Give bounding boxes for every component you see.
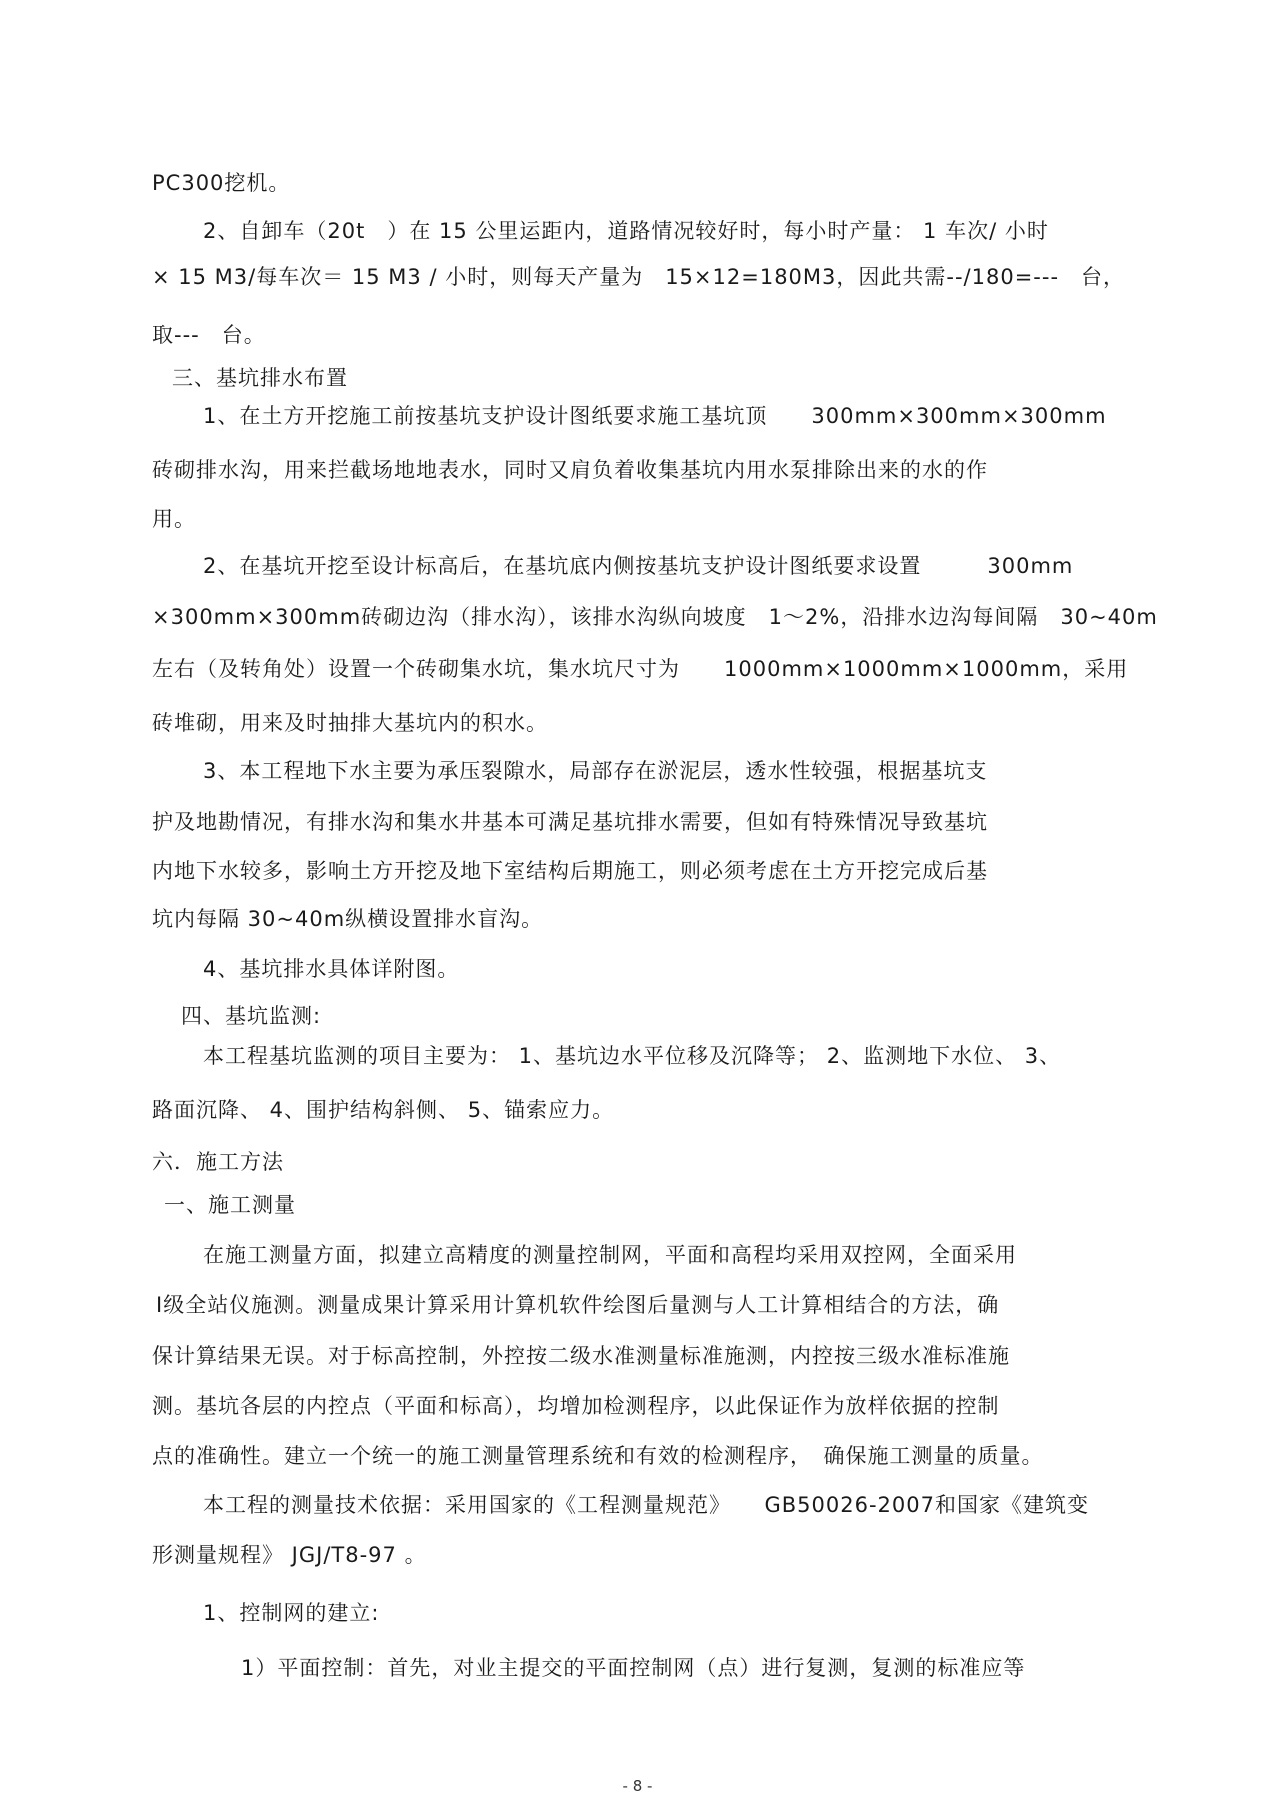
text-line-16: 坑内每隔 30~40m纵横设置排水盲沟。 [152, 907, 544, 931]
page-number: - 8 - [622, 1777, 653, 1795]
text-line-26: 测。基坑各层的内控点（平面和标高），均增加检测程序，以此保证作为放样依据的控制 [152, 1394, 1000, 1418]
text-line-20: 路面沉降、 4、围护结构斜侧、 5、锚索应力。 [152, 1098, 615, 1122]
text-line-4: 取--- 台。 [152, 323, 266, 347]
text-line-14: 护及地勘情况，有排水沟和集水井基本可满足基坑排水需要，但如有特殊情况导致基坑 [152, 810, 988, 834]
text-line-25: 保计算结果无误。对于标高控制，外控按二级水准测量标准施测，内控按三级水准标准施 [152, 1344, 1010, 1368]
text-line-11: 左右（及转角处）设置一个砖砌集水坑，集水坑尺寸为 1000mm×1000mm×1000mm，采用 [152, 657, 1129, 681]
text-line-7: 砖砌排水沟，用来拦截场地地表水，同时又肩负着收集基坑内用水泵排除出来的水的作 [152, 458, 988, 482]
text-line-2: 2、自卸车（20t ）在 15 公里运距内，道路情况较好时，每小时产量： 1 车次/ 小时 [203, 219, 1049, 243]
text-line-3: × 15 M3/每车次＝ 15 M3 / 小时，则每天产量为 15×12=180M3，因此共需--/180=--- 台， [152, 265, 1126, 289]
subsection-heading-control-network: 1、控制网的建立: [203, 1601, 380, 1625]
section-heading-drainage: 三、基坑排水布置 [172, 366, 348, 390]
text-line-13: 3、本工程地下水主要为承压裂隙水，局部存在淤泥层，透水性较强，根据基坑支 [203, 759, 988, 783]
text-line-17: 4、基坑排水具体详附图。 [203, 957, 460, 981]
text-line-10: ×300mm×300mm砖砌边沟（排水沟），该排水沟纵向坡度 1～2%，沿排水边沟每间隔 30~40m [152, 605, 1158, 629]
section-heading-survey: 一、施工测量 [164, 1193, 296, 1217]
chapter-heading-construction-method: 六．施工方法 [152, 1150, 284, 1174]
text-line-9: 2、在基坑开挖至设计标高后，在基坑底内侧按基坑支护设计图纸要求设置 300mm [203, 554, 1074, 578]
text-line-27: 点的准确性。建立一个统一的施工测量管理系统和有效的检测程序， 确保施工测量的质量。 [152, 1444, 1044, 1468]
text-line-19: 本工程基坑监测的项目主要为： 1、基坑边水平位移及沉降等； 2、监测地下水位、 3、 [203, 1044, 1062, 1068]
text-line-23: 在施工测量方面，拟建立高精度的测量控制网，平面和高程均采用双控网，全面采用 [203, 1243, 1017, 1267]
text-line-15: 内地下水较多，影响土方开挖及地下室结构后期施工，则必须考虑在土方开挖完成后基 [152, 859, 988, 883]
text-line-29: 形测量规程》 JGJ/T8-97 。 [152, 1543, 427, 1567]
text-line-12: 砖堆砌，用来及时抽排大基坑内的积水。 [152, 711, 548, 735]
text-line-28: 本工程的测量技术依据：采用国家的《工程测量规范》 GB50026-2007和国家《建筑变 [203, 1493, 1090, 1517]
text-line-31: 1）平面控制：首先，对业主提交的平面控制网（点）进行复测，复测的标准应等 [241, 1656, 1026, 1680]
text-line-1: PC300挖机。 [152, 171, 291, 195]
text-line-24: Ⅰ级全站仪施测。测量成果计算采用计算机软件绘图后量测与人工计算相结合的方法，确 [156, 1293, 1000, 1317]
text-line-8: 用。 [152, 507, 196, 531]
section-heading-monitoring: 四、基坑监测: [181, 1004, 322, 1028]
text-line-6: 1、在土方开挖施工前按基坑支护设计图纸要求施工基坑顶 300mm×300mm×300mm [203, 404, 1107, 428]
